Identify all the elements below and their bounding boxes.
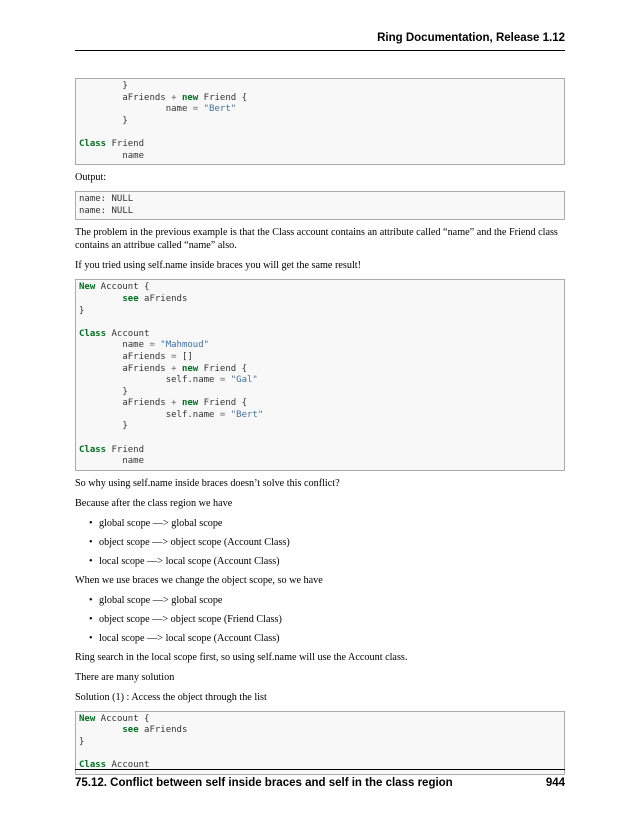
code-text: name: NULL: [79, 194, 134, 205]
code-line: [79, 737, 561, 749]
code-text: }: [79, 421, 128, 432]
code-line: [79, 364, 561, 376]
paragraph: When we use braces we change the object scope, so we have: [75, 574, 323, 586]
code-line: [79, 194, 561, 206]
code-keyword: Class: [79, 760, 107, 771]
code-keyword: New: [79, 282, 96, 293]
code-line: [79, 116, 561, 128]
code-text: name: [79, 456, 145, 467]
code-line: [79, 306, 561, 318]
page-content: [75, 78, 565, 781]
code-text: aFriends: [79, 363, 172, 374]
footer-rule: [75, 769, 565, 770]
code-keyword: see: [122, 725, 139, 736]
code-line: [79, 352, 561, 364]
code-text: [79, 294, 122, 304]
bullet-list: [75, 517, 565, 568]
bullet-list: [75, 594, 565, 645]
code-line: [79, 433, 561, 445]
code-operator: +: [171, 363, 177, 374]
code-line: [79, 294, 561, 306]
code-line: [79, 725, 561, 737]
code-line: [79, 206, 561, 218]
code-text: Account: [106, 328, 150, 339]
code-string: "Mahmoud": [160, 340, 210, 351]
code-line: [79, 104, 561, 116]
code-line: [79, 282, 561, 294]
code-text: aFriends: [79, 351, 172, 362]
code-line: [79, 421, 561, 433]
code-string: "Gal": [230, 375, 258, 386]
code-line: [79, 317, 561, 329]
paragraph: Because after the class region we have: [75, 497, 233, 509]
code-text: name: [79, 150, 145, 161]
code-line: [79, 456, 561, 468]
paragraph: There are many solution: [75, 671, 175, 683]
paragraph: If you tried using self.name inside braces you will get the same result!: [75, 260, 362, 272]
code-text: }: [79, 737, 85, 748]
code-line: [79, 340, 561, 352]
footer-section-title: 75.12. Conflict between self inside braces and self in the class region: [75, 777, 453, 789]
code-line: [79, 410, 561, 422]
list-item: • object scope —> object scope (Account Class): [99, 536, 565, 549]
list-item: • global scope —> global scope: [99, 594, 565, 607]
code-text: aFriends: [79, 92, 172, 103]
paragraph: Ring search in the local scope first, so using self.name will use the Account class.: [75, 651, 408, 663]
code-line: [79, 329, 561, 341]
code-line: [79, 387, 561, 399]
code-line: [79, 93, 561, 105]
output-label: Output:: [75, 172, 107, 184]
code-text: name: NULL: [79, 205, 134, 216]
code-text: aFriends: [138, 293, 188, 304]
code-operator: =: [171, 351, 177, 362]
code-operator: =: [219, 409, 226, 420]
code-text: self.name: [79, 409, 220, 420]
code-keyword: Class: [79, 444, 107, 455]
code-operator: =: [149, 340, 155, 351]
code-keyword: Class: [79, 138, 107, 149]
output-block: [75, 191, 565, 220]
page-number: 944: [545, 777, 565, 789]
code-text: Account {: [95, 713, 150, 724]
code-line: [79, 81, 561, 93]
code-line: [79, 151, 561, 163]
code-string: "Bert": [203, 104, 237, 115]
code-line: [79, 760, 561, 772]
paragraph: The problem in the previous example is that the Class account contains an attribute called “name” and the Friend class contains an attribue called “name” also.: [75, 227, 558, 252]
code-line: [79, 127, 561, 139]
code-text: Friend: [106, 444, 145, 455]
code-operator: =: [192, 104, 199, 115]
code-line: [79, 139, 561, 151]
header-rule: [75, 50, 565, 51]
code-line: [79, 398, 561, 410]
code-text: name: [79, 340, 150, 351]
code-keyword: new: [181, 92, 199, 103]
code-line: [79, 445, 561, 457]
code-text: name: [79, 104, 193, 115]
code-keyword: see: [122, 293, 139, 304]
code-text: Account: [106, 760, 150, 771]
code-text: Account {: [95, 282, 150, 293]
code-text: }: [79, 386, 128, 397]
paragraph: So why using self.name inside braces doesn’t solve this conflict?: [75, 477, 340, 489]
code-text: []: [176, 351, 193, 362]
paragraph: Solution (1) : Access the object through the list: [75, 691, 267, 703]
code-text: }: [79, 115, 128, 126]
code-keyword: new: [181, 363, 199, 374]
code-operator: =: [219, 375, 226, 386]
code-operator: +: [171, 92, 177, 103]
code-text: self.name: [79, 375, 220, 386]
list-item: • local scope —> local scope (Account Class): [99, 555, 565, 568]
code-block: [75, 78, 565, 165]
code-keyword: new: [181, 398, 199, 409]
code-block: [75, 711, 565, 775]
code-text: Friend {: [198, 92, 248, 103]
page-header: Ring Documentation, Release 1.12: [377, 32, 565, 44]
code-keyword: Class: [79, 328, 107, 339]
code-text: Friend: [106, 138, 145, 149]
code-line: [79, 749, 561, 761]
code-text: aFriends: [138, 725, 188, 736]
list-item: • global scope —> global scope: [99, 517, 565, 530]
code-text: aFriends: [79, 398, 172, 409]
page-footer: [75, 777, 565, 789]
code-keyword: New: [79, 713, 96, 724]
code-string: "Bert": [230, 409, 264, 420]
code-text: [79, 725, 122, 735]
code-text: }: [79, 81, 128, 91]
code-line: [79, 714, 561, 726]
list-item: • local scope —> local scope (Account Class): [99, 632, 565, 645]
code-text: Friend {: [198, 398, 248, 409]
code-line: [79, 375, 561, 387]
code-block: [75, 279, 565, 471]
code-text: Friend {: [198, 363, 248, 374]
list-item: • object scope —> object scope (Friend Class): [99, 613, 565, 626]
code-operator: +: [171, 398, 177, 409]
code-text: }: [79, 305, 85, 316]
